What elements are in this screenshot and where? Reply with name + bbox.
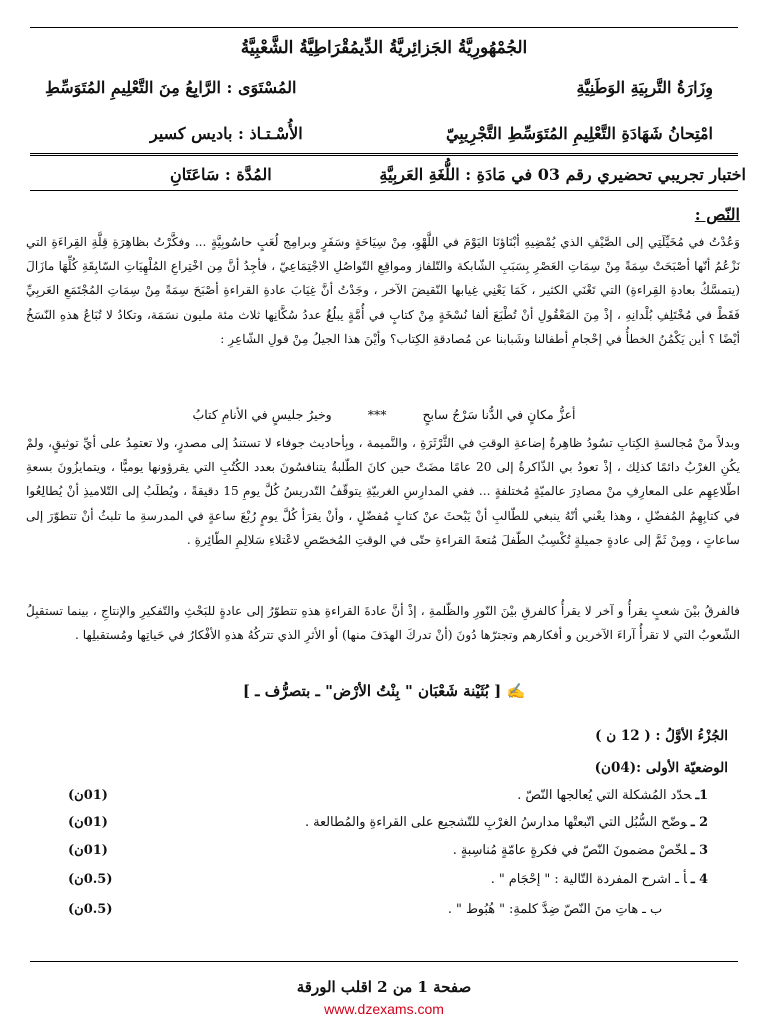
question-1 — [517, 788, 708, 803]
question-number: 1ـ — [695, 788, 708, 803]
text-label: النّص : — [694, 205, 740, 224]
poem-verse — [0, 407, 768, 422]
question-points: (01ن) — [68, 843, 108, 858]
question-number: 2 ـ — [690, 815, 708, 830]
teacher-label: الأُسْـتـاذ : باديس كسير — [150, 124, 303, 143]
poem-hemistich-2: وخيرُ جليسٍ في الأنامِ كتابُ — [192, 407, 332, 422]
level-label: المُسْتَوَى : الرَّابِعُ مِنَ التَّعْلِيمِ المُتَوَسِّطِ — [45, 78, 297, 97]
paragraph-1: وَعُدْتُ في مُخَيِّلَتِي إلى الصَّيْفِ الذي يُمْضِيهِ أبْنَاؤنَا اليَوْمَ في اللَّهْوِ، مِنْ سِيَاحَةٍ وسَفَرٍ وبرامِج لُعَبٍ حاسُوبِيَّةٍ ... وفكَّرْتُ بظاهِرَةِ قِلَّةِ القِراءَةِ التي نَزْعُمُ أنّها أصْبَحَتْ سِمَةً مِنْ سِمَاتِ العَصْرِ بِسَبَبِ الشّابكة والتّلفاز ومواقِعِ التّواصُلِ الاجْتِمَاعِيّ ، فأجِدُ أنَّ مِن اخْتِراعِ المُلْهِيَاتِ السّابِقَةِ كُلِّهَا مازَالَ (يتمسَّكُ بعادةِ القِراءةِ) التي تَغْنَي الكثير ، كَمَا يَعْنِي غِيابها النّقيضَ الآخر ، وجَدْتُ أنَّ غِيَابَ عادةِ القراءةِ أصْبَحَ سِمَةً مِنْ سِمَاتِ المُجْتَمَعِ العَربِيِّ فَقَطْ في مُخْتَلِفِ بُلْدانِهِ ، إذْ مِنَ المَعْقُولِ أنْ تُطْبَعَ ألفا نُسْخَةٍ مِنْ كتابٍ في أُمَّةٍ يبلُغُ عددُ سُكَّانِها ثلاث مئة مليون نسَمَة، وتكادُ لا تُبَاعُ هذهِ النّسَخُ أيْضًا ؟ أين يَكْمُنُ الخطأُ في إحْجامِ أطفالنا وشَبابنا عن مُصادقةِ الكِتاب؟ وأيْنَ هذا الجيلُ مِنْ قولِ الشّاعِرِ : — [26, 235, 741, 346]
question-points: (0.5ن) — [68, 872, 113, 887]
question-text: ب ـ هاتِ منَ النّصّ ضِدَّ كلمةِ: " هُبُوط " . — [447, 902, 662, 917]
paragraph-3: فالفرقُ بيْنَ شعبٍ يقرأُ و آخر لا يقرأُ كالفرقِ بيْنَ النّورِ والظّلمةِ ، إذْ أنَّ عادةَ القراءةِ هذهِ تتطوّرُ إلى عادةٍ للبَحْثِ والتّفكيرِ والإنتاجِ ، بينما تستقبِلُ الشّعوبُ التي لا تقرأُ آراءَ الآخرين و أفكارهم وتجترّها دُونَ (أنْ تدركَ الهدَفَ منها) أو الأثرِ الذي تتركُهُ هذهِ الأفْكارُ في حَياتِها ومُستقبلِها . — [26, 604, 740, 643]
header-divider — [30, 153, 738, 156]
question-4b — [448, 902, 662, 917]
question-text: وضّح السُّبُل التي اتّبعتْها مدارسُ الغرْبِ للتّشجيع على القراءةِ والمُطالعة . — [304, 815, 687, 830]
question-points: (01ن) — [68, 788, 108, 803]
title-divider — [30, 190, 738, 191]
part1-title: الجُزْءُ الأوَّلُ : ( 12 ن ) — [595, 728, 728, 744]
question-4a — [491, 872, 708, 887]
situation-title: الوضعيّة الأولى :(04ن) — [594, 760, 728, 776]
question-number: 4 ـ — [690, 872, 708, 887]
question-points: (01ن) — [68, 815, 108, 830]
paragraph-2: وبدلاً منْ مُجالسةِ الكِتابِ تسُودُ ظاهِرةُ إضاعةِ الوقتِ في الثَّرْثَرَةِ ، والنَّميمة ، وبِأحاديث جوفاء لا تستندُ إلى مصدرٍ، ولا تعتمِدُ على أيِّ توثيقٍ، ولمْ يكُنِ الغرْبُ دائمًا كذلِك ، إذْ تعودُ بي الذّاكرةُ إلى 20 عامًا مضَتْ حين كانَ الطّلبةُ يتنافسُونَ بعدد الكُتُبِ التي يقرؤونها يوميًّا ، ويتمايزُونَ بسعةِ اطّلاعِهِم على المعارِفِ منْ مصادِرَ عالميّةٍ مُختلفةٍ ... ففي المدارِسِ الغربيّةِ يتوقّفُ التّدريسُ كُلَّ يومِ 15 دقيقةً ، ويُطلَبُ إلى التّلاميذِ أنْ يُطالِعُوا في كتابِهِمُ المُفضّلِ ، وهذا يعْني أنّهُ ينبغي للطّالبِ أنْ يَبْحثَ عنْ كتابٍ مُفضّلٍ ، وأنْ يقرَأ كُلَّ يومٍ رُبْعَ ساعةٍ في المدرسةِ ما تلبثُ أنْ تتطوّرَ إلى ساعاتٍ ، ومِنْ ثَمَّ إلى عادةٍ جميلةٍ تُكْسِبُ الطّفلَ مُتعةَ القراءةِ حتّى في الوقتِ المُخصّصِ لاعْتلاءِ سَلالِمِ الطّائِرةِ . — [26, 436, 741, 547]
exam-title: اختبار تجريبي تحضيري رقم 03 في مَادَةِ : اللُّغَةِ العَربِيَّةِ — [379, 165, 746, 184]
question-number: 3 ـ — [690, 843, 708, 858]
question-2 — [305, 815, 708, 830]
top-rule — [30, 27, 738, 28]
question-3 — [453, 843, 708, 858]
footer-divider — [30, 961, 738, 962]
source-citation: ✍ [ بُثَيْنة شَعْبَان " بِنْتُ الأرْض" ـ بتصرُّف ـ ] — [242, 682, 526, 700]
question-text: أ ـ اشرح المفردة التّالية : " إحْجَام " . — [490, 872, 687, 887]
website-link[interactable]: www.dzexams.com — [324, 1001, 444, 1017]
question-points: (0.5ن) — [68, 902, 113, 917]
exam-duration: المُدَّة : سَاعَتَانِ — [170, 165, 272, 184]
question-text: حدّد المُشكلة التي يُعالجها النّصّ . — [517, 788, 692, 803]
question-text: لخّصْ مضمونَ النّصّ في فكرةٍ عامّةٍ مُناسِبةٍ . — [452, 843, 687, 858]
republic-title: الجُمْهُورِيَّةُ الجَزائِريَّةُ الدِّيمُقْرَاطِيَّةُ الشَّعْبِيَّةُ — [240, 38, 528, 58]
exam-label: امْتِحانُ شَهَادَةِ التَّعْلِيمِ المُتَوَسِّطِ التَّجْرِيبِيّ — [445, 124, 713, 143]
poem-separator: *** — [367, 407, 387, 422]
poem-hemistich-1: أعزُّ مكانٍ في الدُّنا سَرْجُ سابحٍ — [422, 407, 576, 422]
ministry-label: وِزَارَةُ التَّربِيَةِ الوَطَنِيَّةِ — [576, 78, 713, 97]
page-footer: صفحة 1 من 2 اقلب الورقة — [296, 978, 472, 996]
